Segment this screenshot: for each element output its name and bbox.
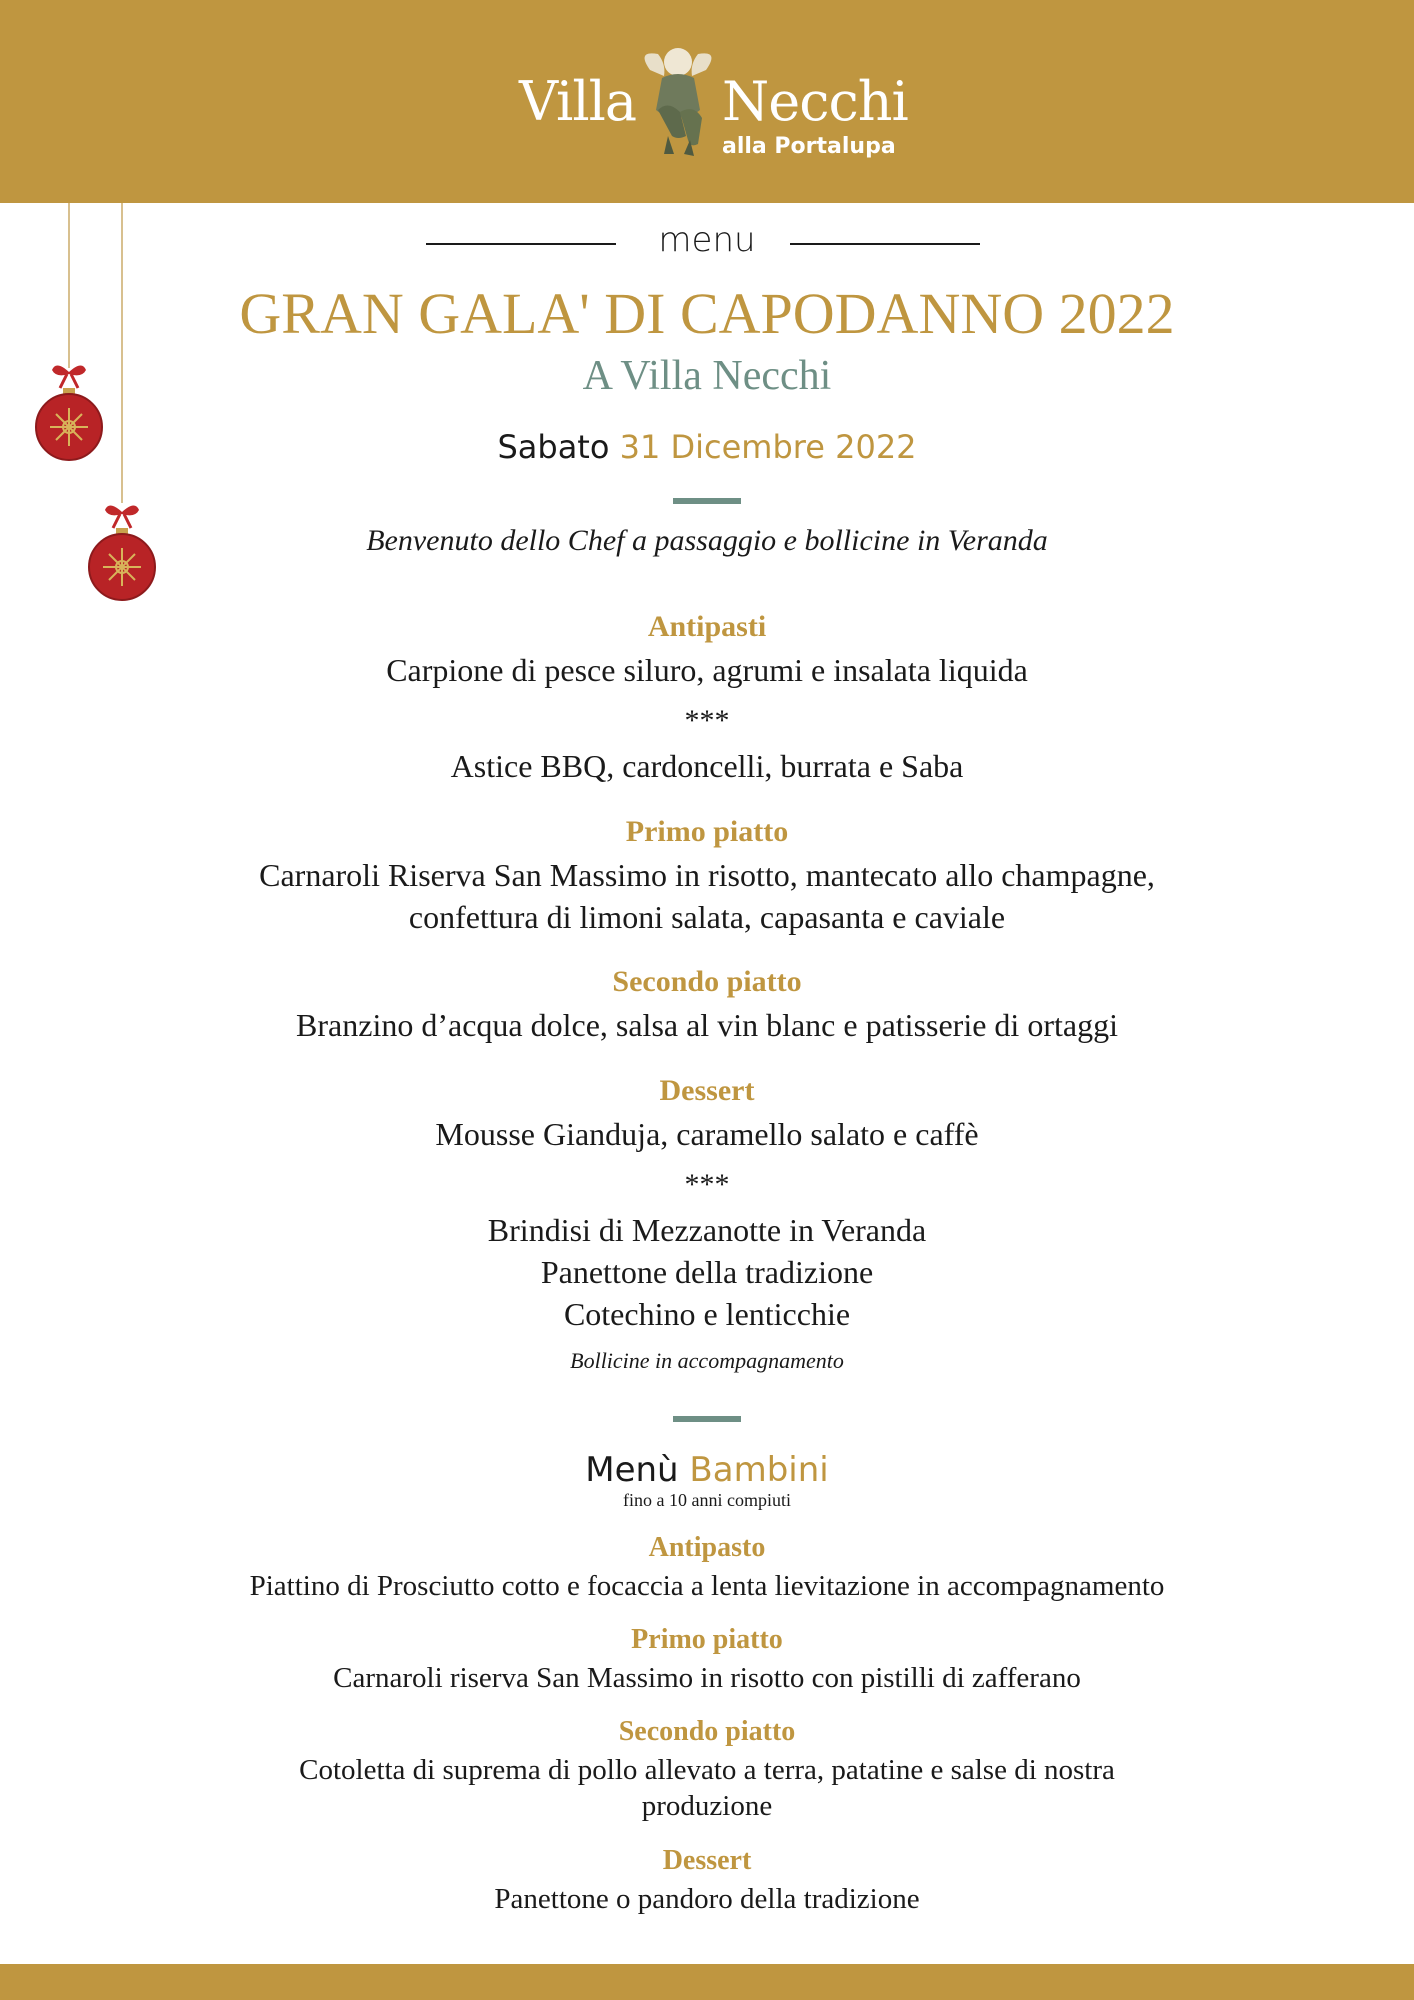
course-secondo: Secondo piatto: [612, 965, 802, 998]
midnight-line1: Brindisi di Mezzanotte in Veranda: [487, 1212, 927, 1248]
logo-necchi-text: Necchi: [722, 70, 908, 133]
section-divider: [673, 498, 741, 504]
cherub-logo-icon: [628, 40, 728, 160]
page-subtitle: A Villa Necchi: [582, 353, 832, 399]
midnight-line3: Cotechino e lenticchie: [563, 1296, 851, 1332]
kids-dish-antipasto: Piattino di Prosciutto cotto e focaccia a lenta lievitazione in accompagnamento: [249, 1570, 1165, 1602]
course-dessert: Dessert: [659, 1074, 755, 1107]
logo-villa-text: Villa: [519, 70, 637, 133]
event-date: [0, 428, 1414, 466]
midnight-line2: Panettone della tradizione: [540, 1254, 874, 1290]
menu-label: menu: [658, 220, 756, 260]
separator-stars: ***: [684, 704, 730, 737]
kids-course-antipasto: Antipasto: [648, 1532, 766, 1563]
villa-necchi-logo: [0, 40, 1414, 170]
page-title: GRAN GALA' DI CAPODANNO 2022: [239, 281, 1175, 346]
separator-stars: ***: [684, 1168, 730, 1201]
kids-title-menu: Menù: [585, 1450, 679, 1490]
kids-course-primo: Primo piatto: [631, 1624, 783, 1655]
course-antipasti: Antipasti: [647, 610, 767, 643]
kids-course-secondo: Secondo piatto: [618, 1716, 796, 1747]
dish-antipasti-2: Astice BBQ, cardoncelli, burrata e Saba: [450, 748, 964, 784]
midnight-note: Bollicine in accompagnamento: [570, 1348, 844, 1373]
dish-dessert: Mousse Gianduja, caramello salato e caffè: [435, 1116, 979, 1152]
kids-dish-dessert: Panettone o pandoro della tradizione: [494, 1883, 920, 1915]
kids-dish-secondo-line2: produzione: [641, 1790, 773, 1822]
kids-dish-secondo-line1: Cotoletta di suprema di pollo allevato a terra, patatine e salse di nostra: [299, 1754, 1115, 1786]
welcome-line: Benvenuto dello Chef a passaggio e bollicine in Veranda: [366, 524, 1048, 557]
date-day: Sabato: [497, 428, 610, 466]
kids-menu-title: [0, 1450, 1414, 1490]
date-full: 31 Dicembre 2022: [619, 428, 917, 466]
dish-antipasti-1: Carpione di pesce siluro, agrumi e insalata liquida: [386, 652, 1028, 688]
kids-title-bambini: Bambini: [689, 1450, 829, 1490]
footer-band: [0, 1964, 1414, 2000]
section-divider: [673, 1416, 741, 1422]
dish-primo-line2: confettura di limoni salata, capasanta e caviale: [408, 899, 1006, 935]
kids-course-dessert: Dessert: [662, 1845, 752, 1876]
dish-primo-line1: Carnaroli Riserva San Massimo in risotto, mantecato allo champagne,: [259, 857, 1155, 893]
kids-age-note: fino a 10 anni compiuti: [623, 1490, 791, 1510]
kids-dish-primo: Carnaroli riserva San Massimo in risotto con pistilli di zafferano: [333, 1662, 1081, 1694]
logo-subtitle: alla Portalupa: [722, 134, 896, 159]
dish-secondo: Branzino d’acqua dolce, salsa al vin blanc e patisserie di ortaggi: [296, 1007, 1118, 1043]
header-band: [0, 0, 1414, 203]
menu-rule-right: [790, 243, 980, 245]
course-primo: Primo piatto: [625, 815, 789, 848]
